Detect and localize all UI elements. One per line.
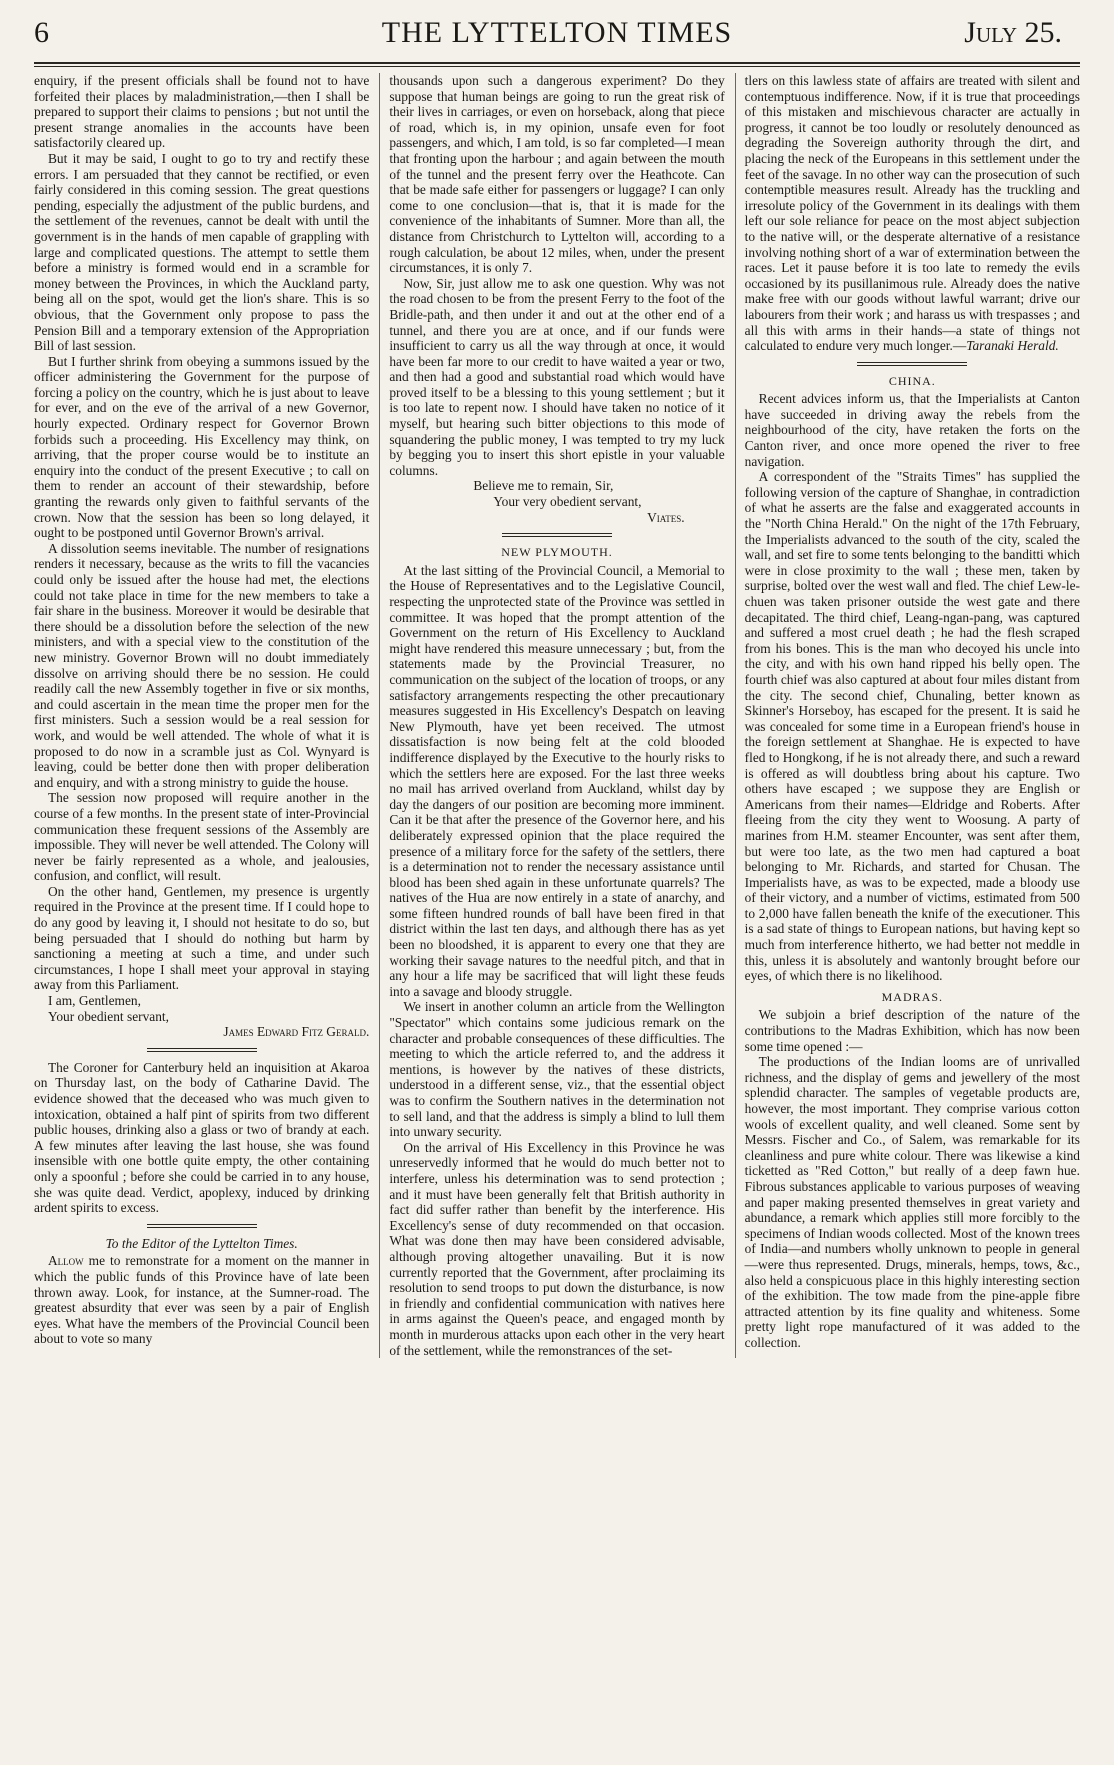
paragraph [745,73,1080,354]
page-number: 6 [34,16,49,49]
section-divider [857,362,967,366]
paragraph: The session now proposed will require another in the course of a few months. In the present state of inter-Provincial communication these frequent sessions of the Assembly are impossible. They will never be well attended. The Colony will never be fairly represented as a whole, and jealousies, confusion, and conflict, will result. [34,790,370,884]
paragraph [34,1253,369,1347]
signature-line: Your very obedient servant, [493,494,642,510]
paragraph: A correspondent of the "Straits Times" has supplied the following version of the capture of Shanghae, in contradiction of what he asserts are the false and exaggerated accounts in the "North China Herald." On the night of the 17th February, the Imperialists advanced to the south of the city, scaled the wall, and set fire to some tents belonging to the banditti which were in close proximity to the wall ; these men, taken by surprise, bolted over the west wall and fled. The chief Lew-le-chuen was taken prisoner outside the west gate and there decapitated. The third chief, Leang-ngan-pang, was captured and suffered a most cruel death ; he had the flesh scraped from his bones. This is the man who decoyed his uncle into the city, and with his own hand ripped his belly open. The fourth chief was also captured at about four miles distant from the city. The second chief, Chunaling, better known as Skinner's Horseboy, has escaped for the present. It is said he was concealed for some time in a European friend's house in the foreign settlement at Shanghae. He is expected to have fled to Hongkong, if he is not already there, and such a reward is offered as will doubtless bring about his capture. Two others have escaped ; we suppose they are English or Americans from their names—Eldridge and Roberts. After fleeing from the city they went to Woosung. A party of marines from H.M. steamer Encounter, was sent after them, but were too late, as the two men had captured a boat belonging to Mr. Richards, and started for Chusan. The Imperialists have, as was to be expected, made a bloody use of their victory, and a number of victims, estimated from 500 to 2,000 have fallen beneath the knife of the executioner. This is a sad state of things to European nations, but having kept so much from interference hitherto, we had better not meddle in this, unless it is absolutely and wantonly brought before our eyes, of which there is no likelihood. [744,469,1080,984]
columns [34,73,1080,1358]
section-heading: CHINA. [888,373,936,388]
paragraph: At the last sitting of the Provincial Council, a Memorial to the House of Representatives and to the Legislative Council, respecting the unprotected state of the Province was settled in committee. It was hoped that the prompt attention of the Government on the return of His Excellency to Auckland might have rendered this measure unnecessary ; but, from the statements made by the Provincial Treasurer, no communication on the subject of the location of troops, or any satisfactory arrangements respecting the other precautionary measures suggested in His Excellency's Despatch on leaving New Plymouth, have yet been received. The utmost dissatisfaction is now being felt at the cold blooded indifference displayed by the Executive to the hourly risks to which the settlers here are exposed. For the last three weeks no mail has arrived overland from Auckland, whilst day by day the dangers of our position are becoming more imminent. Can it be that after the presence of the Governor here, and his deliberately expressed opinion that the place required the presence of a military force for the safety of the settlers, there is a determination not to render the necessary assistance until blood has been shed again in these unfortunate quarrels? The natives of the Hua are now entirely in a state of anarchy, and some fifteen hundred rounds of ball have been fired in that district within the last ten days, and although there has as yet been no bloodshed, it is apparent to every one that they are working their savage natures to the needful pitch, and that in any hour a life may be sacrificed that will light these feuds into a savage and bloody struggle. [389,562,725,999]
paragraph: Now, Sir, just allow me to ask one question. Why was not the road chosen to be from the present Ferry to the foot of the Bridle-path, and then under it and out at the other end of a tunnel, and there you are at once, and if our funds were insufficient to carry us all the way through at once, it would have been far more to our credit to have waited a year or two, and then had a good and substantial road which would have proved itself to be a blessing to this young settlement ; but it is too late to repent now. I should have taken no notice of it myself, but hearing such bitter objections to this mode of squandering the public money, I was tempted to try my luck by begging you to insert this short epistle in your valuable columns. [389,275,725,478]
masthead [34,8,1080,64]
paragraph: thousands upon such a dangerous experiment? Do they suppose that human beings are going to run the great risk of their lives in carriages, or even on horseback, along that piece of road, which is, in my opinion, unsafe even for foot passengers, and which, I am told, is so far completed—I mean that fronting upon the harbour ; and again between the mouth of the tunnel and the present ferry over the Heathcote. Can that be made safe either for passengers or luggage? I can only come to one conclusion—that is, that it is made for the convenience of the inhabitants of Sumner. More than all, the distance from Christchurch to Lyttelton will, according to a rough calculation, be about 12 miles, when, under the present circumstances, it is only 7. [389,73,725,276]
section-heading: MADRAS. [881,989,943,1004]
paragraph-text: me to remonstrate for a moment on the manner in which the public funds of this Province have of late been thrown away. Look, for instance, at the Sumner-road. The greatest absurdity that ever was seen by a pair of English eyes. What have the members of the Provincial Council been about to vote so many [34,1253,370,1347]
paragraph: We insert in another column an article from the Wellington "Spectator" which contains some judicious remark on the character and probable consequences of these difficulties. The meeting to which the article referred to, and the address it mentions, is however by the natives of these districts, understood in a different sense, viz., that the essential object was to confirm the Southern natives in the determination not to sell land, and that the address is simply a blind to lull them into unwary security. [389,999,725,1140]
paragraph: The productions of the Indian looms are of unrivalled richness, and the display of gems and jewellery of the most splendid character. The samples of vegetable products are, however, the most important. They comprise various cotton wools of excellent quality, and well cleaned. Some sent by Messrs. Fischer and Co., of Salem, was remarkable for its cleanliness and pure white colour. There was likewise a kind ticketted as "Red Cotton," but really of a deep fawn hue. Fibrous substances applicable to various purposes of weaving and paper making presented themselves in great variety and abundance, a remark which applies still more forcibly to the specimens of Indian woods collected. Most of the known trees of India—and numbers wholly unknown to people in general—were thus represented. Drugs, minerals, hemps, tows, &c., also held a conspicuous place in this highly interesting section of the exhibition. The tow made from the pine-apple fibre attracted attention by its fine quality and whiteness. Some pretty light rope manufactured of it was added to the collection. [744,1054,1080,1350]
column-2 [379,73,724,1358]
paragraph: Recent advices inform us, that the Imperialists at Canton have succeeded in driving away the rebels from the neighbourhood of the city, have retaken the forts on the Canton river, and once more opened the river to free navigation. [744,391,1080,469]
paragraph: On the arrival of His Excellency in this Province he was unreservedly informed that he would do much better not to interfere, unless his determination was to send protection ; and it must have been generally felt that British authority in fact did suffer rather than benefit by the interference. His Excellency's sense of duty recommended on that occasion. What was done then may have been considered advisable, although proving altogether unavailing. But it is now currently reported that the Government, after proclaiming its resolution to send troops to put down the disturbance, is now in friendly and confidential communication with natives here in arms against the Queen's peace, and engaged month by month in murderous attacks upon each other in the very heart of the settlement, while the remonstrances of the set- [389,1139,725,1358]
lead-word: Allow [48,1253,84,1269]
section-heading: NEW PLYMOUTH. [501,545,613,560]
paragraph: The Coroner for Canterbury held an inquisition at Akaroa on Thursday last, on the body of Catharine David. The evidence showed that the deceased who was much given to intoxication, obtained a half pint of spirits from two different public houses, drinking also a glass or two of brandy at each. A few minutes after leaving the last house, she was found insensible with one bottle quite empty, the other containing only a spoonful ; before she could be carried in to any house, she was quite dead. Verdict, apoplexy, induced by drinking ardent spirits to excess. [34,1059,370,1216]
section-divider [147,1048,257,1052]
column-3 [735,73,1080,1358]
signature-line: Believe me to remain, Sir, [473,478,614,494]
signature-line: Your obedient servant, [48,1008,169,1024]
newspaper-title: THE LYTTELTON TIMES [381,16,733,49]
paragraph: But I further shrink from obeying a summons issued by the officer administering the Government for the purpose of forcing a policy on the country, which he is just about to leave for ever, and on the eve of the arrival of a new Governor, hourly expected. Ordinary respect for Governor Brown forbids such a proceeding. His Excellency may think, on arriving, that the proper course would be to institute an enquiry into the conduct of the present Executive ; to call on them to render an account of their stewardship, before granting the rewards only given to faithful servants of the crown. Now that the session has been so long delayed, it ought to be postponed until Governor Brown's arrival. [34,353,370,541]
section-divider [502,533,612,537]
paragraph: We subjoin a brief description of the nature of the contributions to the Madras Exhibition, which has now been some time opened :— [744,1007,1080,1054]
paragraph: But it may be said, I ought to go to try and rectify these errors. I am persuaded that they cannot be rectified, or even fairly considered in this coming session. The great questions pending, especially the adjustment of the public burdens, and the settlement of the revenues, cannot be dealt with until the government is in the hands of men capable of grappling with large and complicated questions. The attempt to settle them before a ministry is formed would end in a scramble for money between the Provinces, in which the Auckland party, being all on the spot, would get the lion's share. This is so obvious, that the Government only propose to pass the Pension Bill and a temporary extension of the Appropriation Bill of last session. [34,150,370,354]
section-divider [147,1224,257,1228]
letter-heading: To the Editor of the Lyttelton Times. [105,1235,298,1251]
source-credit: Taranaki Herald. [966,338,1059,354]
paragraph: A dissolution seems inevitable. The number of resignations renders it necessary, because as the writs to fill the vacancies could only be issued after the house had met, the elections could not take place in time for the new members to take a fair share in the business. Moreover it would be desirable that there should be a dissolution before the selection of the new ministers, and with a special view to the constitution of the new ministry. Governor Brown will no doubt immediately dissolve on arriving should there be no session. He could readily call the new Assembly together in five or six months, and could ascertain in the mean time the proper men for the first ministers. Such a session would be a real session for work, and would be well attended. The whole of what it is proposed to do now in a scramble just as Col. Wynyard is leaving, could be better done then with proper deliberation and enquiry, and with a strong ministry to guide the house. [34,540,370,790]
signature-line: I am, Gentlemen, [48,993,141,1009]
column-1 [34,73,369,1358]
header-rule [34,64,1080,67]
signature-name: James Edward Fitz Gerald. [223,1024,370,1040]
signature-name: Viates. [647,509,685,525]
paragraph: enquiry, if the present officials shall be found not to have forfeited their places by maladministration,—then I shall be prepared to support their claims to pensions ; but not until the present strange anomalies in the accounts have been satisfactorily cleared up. [34,73,370,151]
issue-date: July 25. [964,16,1062,49]
paragraph: On the other hand, Gentlemen, my presence is urgently required in the Province at the present time. If I could hope to do any good by leaving it, I should not hesitate to do so, but being persuaded that I should do nothing but harm by sanctioning a meeting at such a time, and under such circumstances, I hope I shall meet your approval in staying away from this Parliament. [34,883,370,993]
paragraph-text: tlers on this lawless state of affairs are treated with silent and contemptuous indifference. Now, if it is true that proceedings of this mistaken and mischievous character are actually in progress, it cannot be too loudly or resolutely denounced as degrading the Sovereign authority through the dirt, and placing the neck of the Europeans in this settlement under the feet of the savage. In no other way can the prosecution of such contemptible measures result. Already has the truckling and irresolute policy of the Government in its dealings with them left our sole reliance for peace on the most abject subjection to the native will, or the desperate alternative of a resistance involving nothing short of a war of extermination between the races. Let it pause before it is too late to remedy the evils occasioned by its pusillanimous rule. Already does the native make free with our goods without lawful warrant; drive our labourers from their work ; and harass us with trespasses ; and all this with arms in their hands—a state of things not calculated to endure very much longer.— [744,73,1080,354]
